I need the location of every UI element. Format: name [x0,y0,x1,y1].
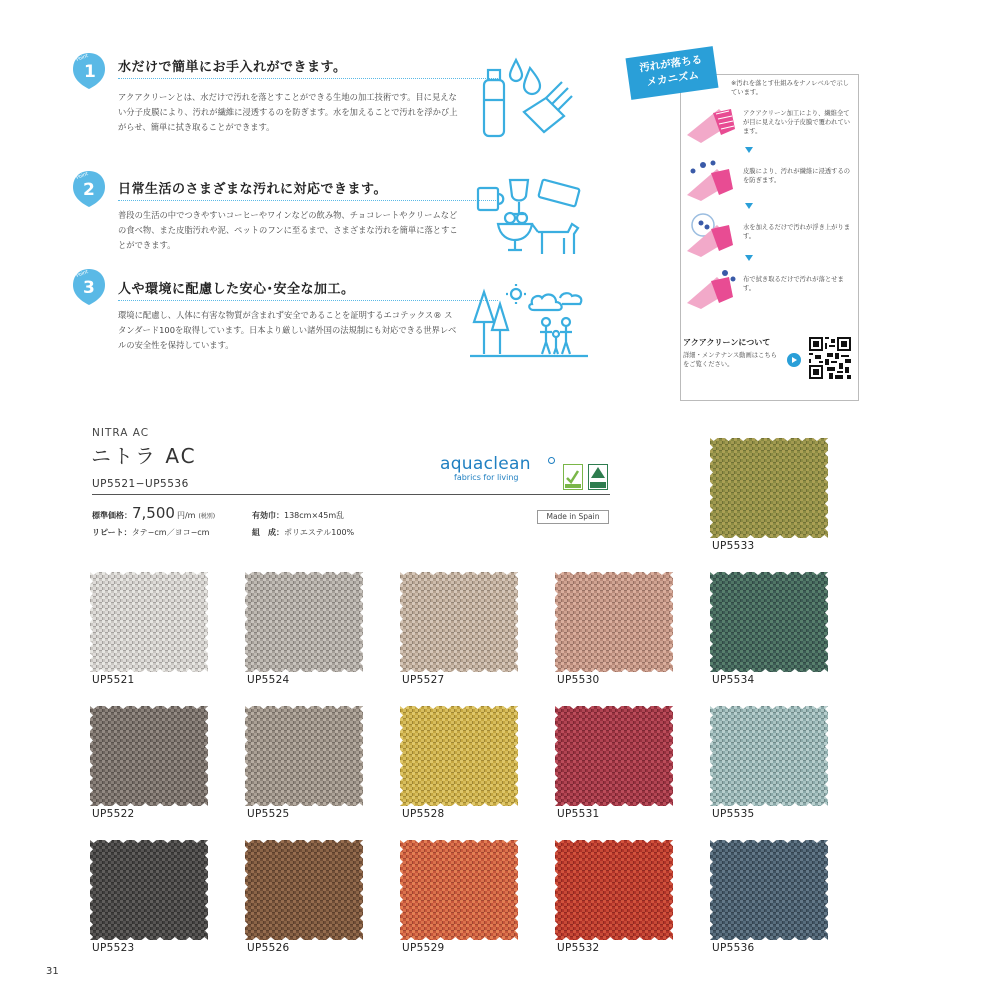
width-spec [252,510,344,521]
point-badge-number: 2 [83,180,95,200]
mechanism-tag-text: 汚れが落ちる メカニズム [638,53,703,89]
point-badge-number: 1 [84,62,96,82]
product-name: ニトラ AC [91,444,197,468]
swatch-code: UP5527 [402,674,445,686]
price-unit: 円/m [176,511,196,520]
mechanism-step-1: アクアクリーン加工により、繊維全てが目に見えない分子皮膜で覆われています。 [743,110,851,135]
repeat-label: リピート： [92,528,132,537]
width-value: 138cm×45m乱 [284,511,345,520]
fabric-swatch [245,840,363,940]
mechanism-step-4: 布で拭き取るだけで汚れが落とせます。 [743,276,844,292]
mechanism-step-2: 皮膜により、汚れが繊維に浸透するのを防ぎます。 [743,168,851,184]
mechanism-step-3: 水を加えるだけで汚れが浮き上がります。 [743,224,851,240]
mechanism-note: ※汚れを落とす仕組みをナノレベルで示しています。 [731,80,849,96]
qr-code-icon[interactable] [809,337,851,379]
product-subtitle: NITRA AC [92,427,150,439]
swatch-code: UP5536 [712,942,755,954]
point-badge-word: Point [75,53,90,63]
point-divider [118,200,498,201]
width-label: 有効巾： [252,511,284,520]
about-body: 詳細・メンテナンス動画はこちらをご覧ください。 [683,352,777,368]
point-badge-word: Point [75,171,90,181]
swatch-code: UP5531 [557,808,600,820]
aquaclean-logo-text: aquaclean [440,454,531,474]
swatch-code: UP5530 [557,674,600,686]
fabric-swatch [710,840,828,940]
price-label: 標準価格： [92,511,132,520]
aquaclean-logo-dot [548,457,555,464]
down-arrow-icon [745,255,753,261]
swatch-code: UP5526 [247,942,290,954]
composition-spec [252,527,354,538]
swatch-code: UP5529 [402,942,445,954]
made-in-text: Made in Spain [546,512,600,521]
price-tax: (税別) [198,513,216,520]
fabric-swatch [710,438,828,538]
about-title: アクアクリーンについて [683,338,771,347]
point-badge-word: Point [75,269,90,279]
swatch-code: UP5534 [712,674,755,686]
play-button[interactable] [787,353,801,367]
point-1 [72,52,458,162]
fabric-swatch [555,840,673,940]
fabric-swatch [90,572,208,672]
fiber-water-icon [683,211,739,259]
nature-family-icon [470,282,590,362]
fabric-swatch [245,572,363,672]
price-spec [92,504,215,522]
repeat-spec [92,527,209,538]
aquaclean-logo [440,454,531,482]
swatch-code: UP5535 [712,808,755,820]
point-3 [72,268,457,363]
fabric-swatch [400,706,518,806]
fabric-swatch [555,572,673,672]
made-in-badge [537,510,609,524]
point-badge [72,268,106,306]
certification-badge-icon [563,464,583,490]
product-codes: UP5521−UP5536 [92,478,189,490]
point-title: 日常生活のさまざまな汚れに対応できます。 [118,182,387,197]
water-bottle-spray-icon [472,52,582,142]
page-number: 31 [46,966,59,977]
point-divider [118,300,498,301]
point-body: 普段の生活の中でつきやすいコーヒーやワインなどの飲み物、チョコレートやクリームなどの食べ物、また皮脂汚れや泥、ペットのフンに至るまで、さまざまな汚れを簡単に落とすことができます。 [118,210,458,250]
swatch-code: UP5532 [557,942,600,954]
fiber-dirt-icon [683,159,739,203]
fabric-swatch [710,706,828,806]
swatch-code: UP5525 [247,808,290,820]
fabric-swatch [400,840,518,940]
fabric-swatch [400,572,518,672]
food-drink-pet-icon [472,174,590,264]
mechanism-panel [680,74,859,401]
swatch-code: UP5528 [402,808,445,820]
point-title: 水だけで簡単にお手入れができます。 [118,60,347,75]
composition-label: 組 成： [252,528,284,537]
fabric-swatch [245,706,363,806]
point-title: 人や環境に配慮した安心･安全な加工。 [118,282,355,297]
point-badge [72,52,106,90]
fabric-swatch [90,706,208,806]
product-divider [92,494,610,495]
fiber-wipe-icon [683,267,739,311]
certification-badge-icon [588,464,608,490]
swatch-code: UP5533 [712,540,755,552]
aquaclean-logo-tagline: fabrics for living [454,473,519,482]
point-divider [118,78,498,79]
swatch-code: UP5521 [92,674,135,686]
fabric-swatch [90,840,208,940]
price-value: 7,500 [132,504,175,522]
repeat-value: タテ−cm／ヨコ−cm [131,528,210,537]
down-arrow-icon [745,203,753,209]
point-badge [72,170,106,208]
point-badge-number: 3 [83,278,95,298]
point-2 [72,170,458,260]
fabric-swatch [555,706,673,806]
fabric-swatch [710,572,828,672]
swatch-code: UP5523 [92,942,135,954]
swatch-code: UP5522 [92,808,135,820]
point-body: アクアクリーンとは、水だけで汚れを落とすことができる生地の加工技術です。目に見えない分子皮膜により、汚れが繊維に浸透するのを防ぎます。水を加えることで汚れを浮かび上がらせ、簡単に拭き取ることができます。 [118,92,458,132]
fiber-coated-icon [683,105,739,145]
down-arrow-icon [745,147,753,153]
composition-value: ポリエステル100% [284,528,355,537]
play-icon [792,357,797,363]
point-body: 環境に配慮し、人体に有害な物質が含まれず安全であることを証明するエコテックス® スタンダード100を取得しています。日本より厳しい諸外国の法規制にも対応できる世界レベルの安全性を保持しています。 [118,310,457,350]
swatch-code: UP5524 [247,674,290,686]
